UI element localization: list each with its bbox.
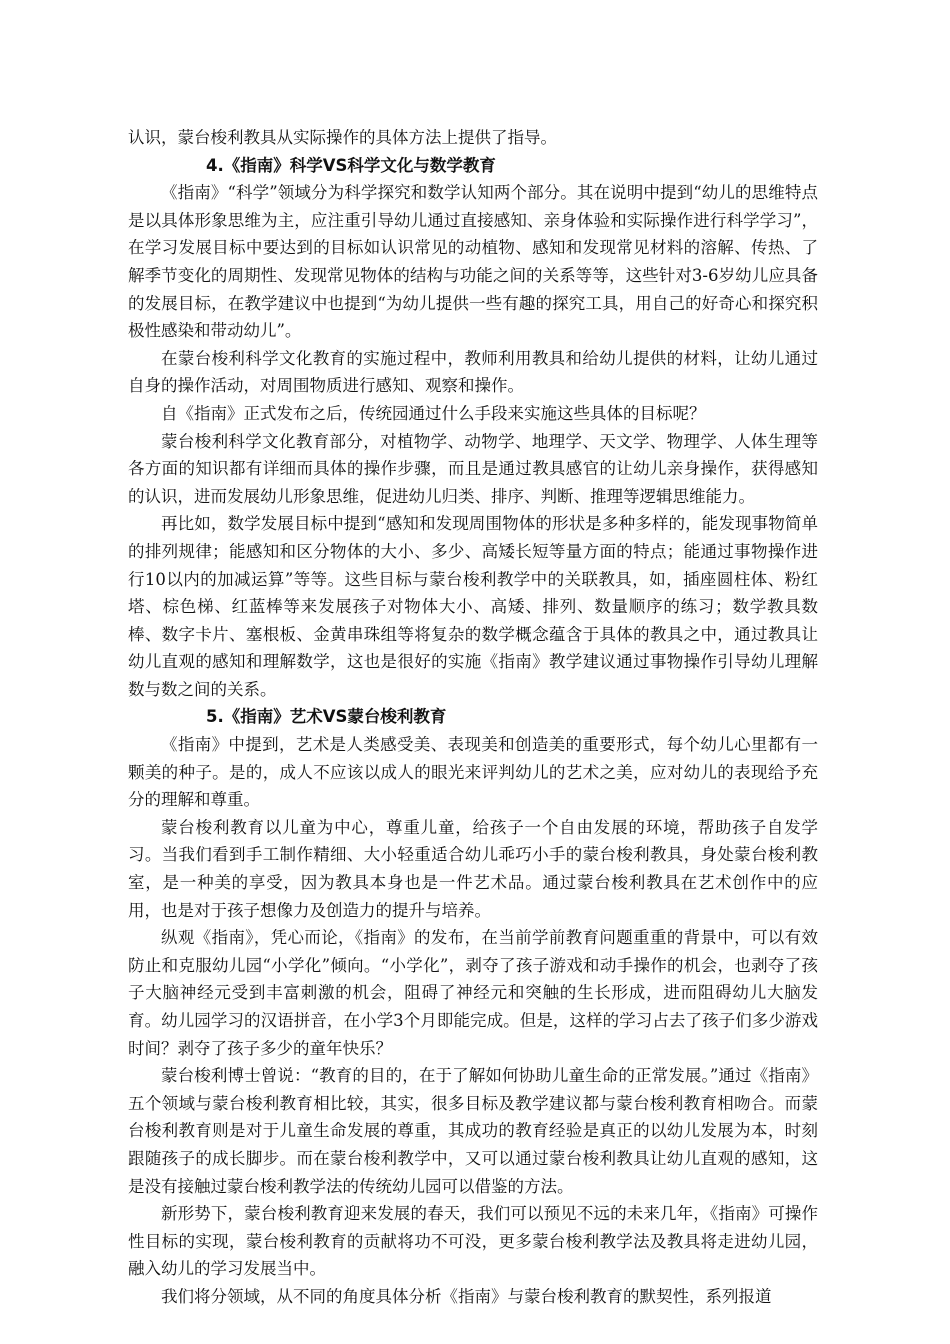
paragraph: 《指南》“科学”领域分为科学探究和数学认知两个部分。其在说明中提到“幼儿的思维特点是以具体形象思维为主，应注重引导幼儿通过直接感知、亲身体验和实际操作进行科学学习”，在学习发展目标中要达到的目标如认识常见的动植物、感知和发现常见材料的溶解、传热、了解季节变化的周期性、发现常见物体的结构与功能之间的关系等等，这些针对3-6岁幼儿应具备的发展目标，在教学建议中也提到“为幼儿提供一些有趣的探究工具，用自己的好奇心和探究积极性感染和带动幼儿”。 <box>128 183 818 341</box>
paragraph: 蒙台梭利科学文化教育部分，对植物学、动物学、地理学、天文学、物理学、人体生理等各方面的知识都有详细而具体的操作步骤，而且是通过教具感官的让幼儿亲身操作，获得感知的认识，进而发展幼儿形象思维，促进幼儿归类、排序、判断、推理等逻辑思维能力。 <box>128 431 818 506</box>
paragraph: 自《指南》正式发布之后，传统园通过什么手段来实施这些具体的目标呢？ <box>161 403 706 423</box>
section-heading-art: 5.《指南》艺术VS蒙台梭利教育 <box>206 707 447 727</box>
paragraph: 新形势下，蒙台梭利教育迎来发展的春天，我们可以预见不远的未来几年，《指南》可操作性目标的实现，蒙台梭利教育的贡献将功不可没，更多蒙台梭利教学法及教具将走进幼儿园，融入幼儿的学习发展当中。 <box>128 1204 818 1279</box>
paragraph: 蒙台梭利博士曾说：“教育的目的，在于了解如何协助儿童生命的正常发展。”通过《指南》五个领域与蒙台梭利教育相比较，其实，很多目标及教学建议都与蒙台梭利教育相吻合。而蒙台梭利教育则是对于儿童生命发展的尊重，其成功的教育经验是真正的以幼儿发展为本，时刻跟随孩子的成长脚步。而在蒙台梭利教学中，又可以通过蒙台梭利教具让幼儿直观的感知，这是没有接触过蒙台梭利教学法的传统幼儿园可以借鉴的方法。 <box>128 1066 818 1196</box>
paragraph-continuation: 认识，蒙台梭利教具从实际操作的具体方法上提供了指导。 <box>128 128 557 147</box>
paragraph: 蒙台梭利教育以儿童为中心，尊重儿童，给孩子一个自由发展的环境，帮助孩子自发学习。当我们看到手工制作精细、大小轻重适合幼儿乖巧小手的蒙台梭利教具，身处蒙台梭利教室，是一种美的享受，因为教具本身也是一件艺术品。通过蒙台梭利教具在艺术创作中的应用，也是对于孩子想像力及创造力的提升与培养。 <box>128 817 818 920</box>
paragraph: 我们将分领域，从不同的角度具体分析《指南》与蒙台梭利教育的默契性，系列报道 <box>161 1286 772 1306</box>
document-body <box>128 124 818 1311</box>
paragraph: 纵观《指南》，凭心而论，《指南》的发布，在当前学前教育问题重重的背景中，可以有效防止和克服幼儿园“小学化”倾向。“小学化”，剥夺了孩子游戏和动手操作的机会，也剥夺了孩子大脑神经元受到丰富刺激的机会，阻碍了神经元和突触的生长形成，进而阻碍幼儿大脑发育。幼儿园学习的汉语拼音，在小学3个月即能完成。但是，这样的学习占去了孩子们多少游戏时间？剥夺了孩子多少的童年快乐？ <box>128 928 818 1058</box>
paragraph: 再比如，数学发展目标中提到“感知和发现周围物体的形状是多种多样的，能发现事物简单的排列规律；能感知和区分物体的大小、多少、高矮长短等量方面的特点；能通过事物操作进行10以内的加减运算”等等。这些目标与蒙台梭利教学中的关联教具，如，插座圆柱体、粉红塔、棕色梯、红蓝棒等来发展孩子对物体大小、高矮、排列、数量顺序的练习；数学教具数棒、数字卡片、塞根板、金黄串珠组等将复杂的数学概念蕴含于具体的教具之中，通过教具让幼儿直观的感知和理解数学，这也是很好的实施《指南》教学建议通过事物操作引导幼儿理解数与数之间的关系。 <box>128 514 818 699</box>
section-heading-science: 4.《指南》科学VS科学文化与数学教育 <box>206 155 496 175</box>
paragraph: 在蒙台梭利科学文化教育的实施过程中，教师利用教具和给幼儿提供的材料，让幼儿通过自身的操作活动，对周围物质进行感知、观察和操作。 <box>128 348 818 396</box>
paragraph: 《指南》中提到，艺术是人类感受美、表现美和创造美的重要形式，每个幼儿心里都有一颗美的种子。是的，成人不应该以成人的眼光来评判幼儿的艺术之美，应对幼儿的表现给予充分的理解和尊重。 <box>128 735 818 810</box>
